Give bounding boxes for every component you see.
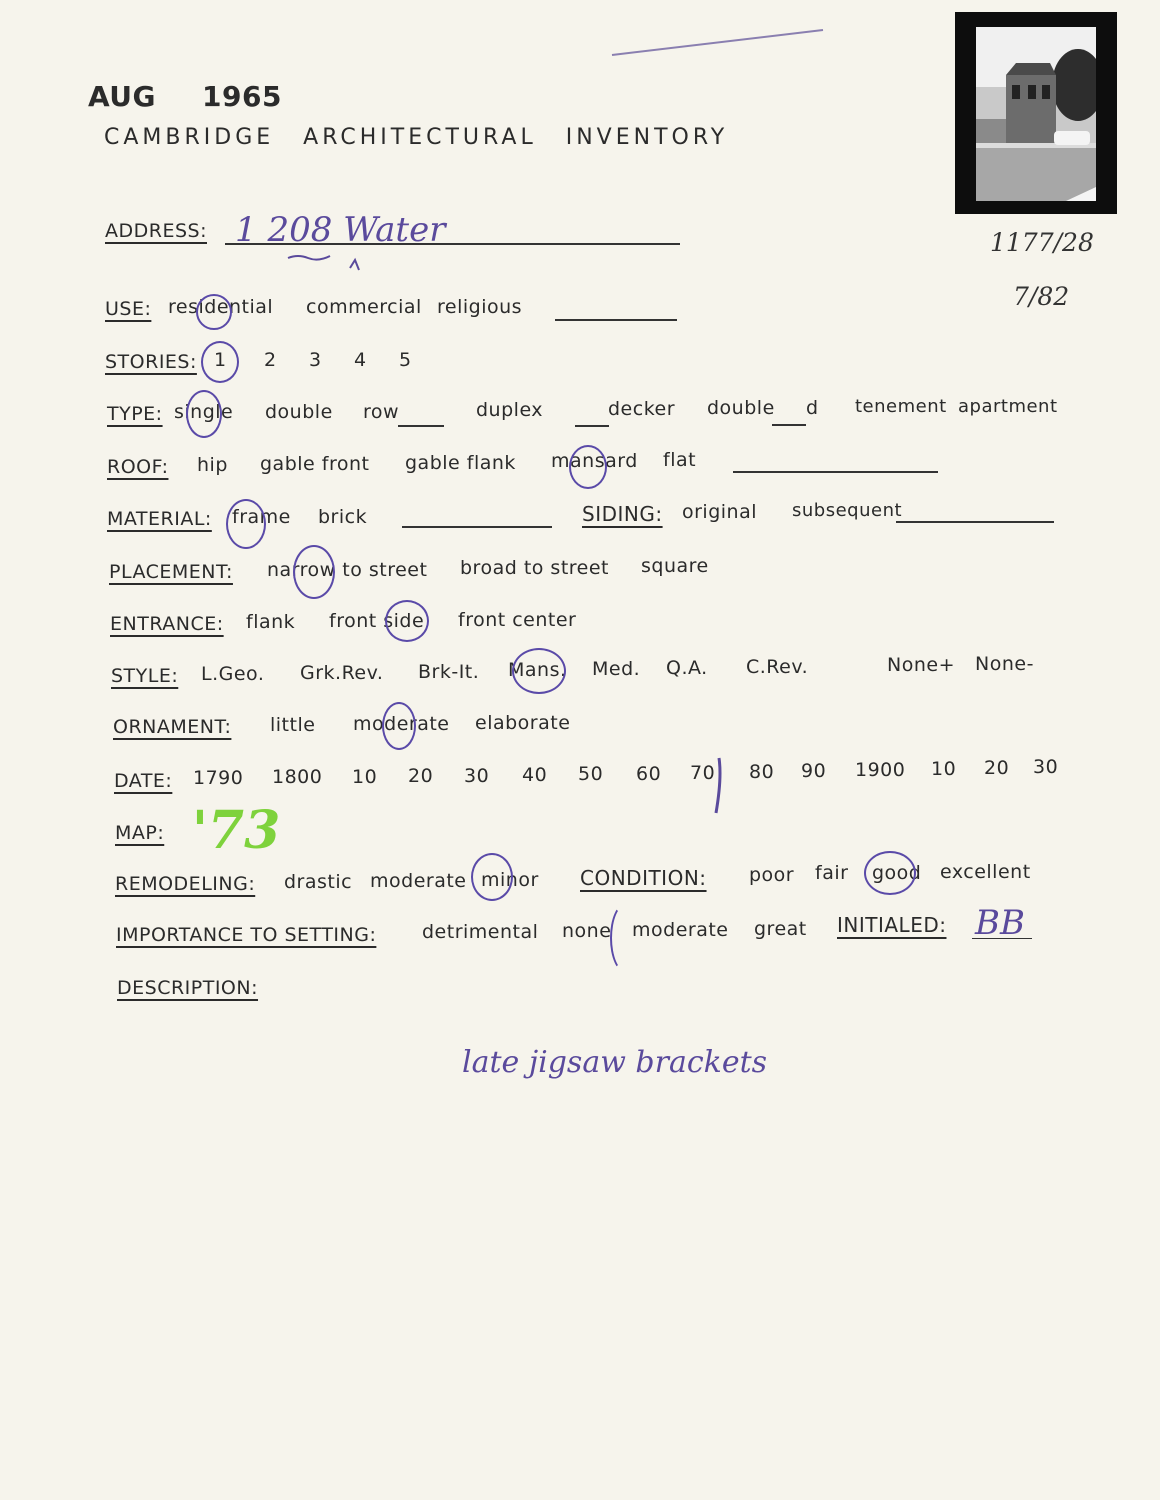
date-option: 40 [522, 764, 548, 786]
type-option: row [363, 401, 400, 423]
stories-selection-circle [201, 341, 239, 383]
description-label: DESCRIPTION: [117, 977, 259, 999]
roof-option: mansard [551, 450, 638, 472]
use-selection-circle [196, 294, 232, 330]
roof-option: gable flank [405, 452, 516, 474]
entrance-label: ENTRANCE: [110, 613, 224, 635]
form-title: CAMBRIDGE ARCHITECTURAL INVENTORY [104, 125, 729, 150]
remodeling-selection-circle [471, 853, 513, 901]
date-option: 10 [352, 766, 378, 788]
type-label: TYPE: [107, 403, 163, 425]
map-label: MAP: [115, 822, 165, 844]
header-year: 1965 [202, 80, 282, 113]
style-option: C.Rev. [746, 656, 809, 678]
siding-option: original [682, 501, 758, 523]
type-option: decker [608, 398, 676, 420]
type-option: duplex [476, 399, 544, 421]
placement-selection-circle [293, 545, 335, 599]
condition-option: excellent [940, 861, 1031, 883]
stories-label: STORIES: [105, 351, 197, 373]
ref-date: 7/82 [1013, 282, 1070, 311]
type-option: apartment [958, 396, 1058, 417]
type-option: double [707, 397, 775, 419]
type-selection-circle [186, 390, 222, 438]
remodeling-option: moderate [370, 870, 467, 892]
date-option: 20 [984, 757, 1010, 779]
importance-label: IMPORTANCE TO SETTING: [116, 924, 377, 946]
date-option: 60 [636, 763, 662, 785]
style-option: Grk.Rev. [300, 662, 384, 684]
stories-option: 2 [264, 349, 277, 371]
stories-option: 1 [214, 349, 227, 371]
stories-option: 3 [309, 349, 322, 371]
date-option: 1790 [193, 767, 244, 789]
style-option: Med. [592, 658, 641, 680]
map-value: '73 [192, 800, 281, 861]
roof-selection-circle [569, 445, 607, 489]
date-option: 1800 [272, 766, 323, 788]
remodeling-option: minor [481, 869, 539, 891]
type-double-blank [772, 424, 806, 426]
use-blank [555, 319, 677, 321]
initialed-label: INITIALED: [837, 913, 947, 937]
condition-label: CONDITION: [580, 866, 707, 890]
description-value: late jigsaw brackets [462, 1045, 768, 1080]
ornament-label: ORNAMENT: [113, 716, 232, 738]
style-option: None- [975, 653, 1034, 675]
date-option: 80 [749, 761, 775, 783]
style-option: Mans. [508, 659, 567, 681]
date-option: 30 [464, 765, 490, 787]
material-blank [402, 526, 552, 528]
placement-option: narrow to street [267, 559, 428, 581]
material-label: MATERIAL: [107, 508, 212, 530]
material-selection-circle [226, 499, 266, 549]
style-option: L.Geo. [201, 663, 265, 685]
date-option: 20 [408, 765, 434, 787]
material-option: frame [232, 506, 291, 528]
roof-label: ROOF: [107, 456, 169, 478]
building-photo-image [976, 27, 1096, 201]
siding-option: subsequent [792, 500, 903, 521]
entrance-option: front center [458, 609, 577, 631]
date-option: 50 [578, 763, 604, 785]
condition-option: good [872, 862, 922, 884]
date-option: 30 [1033, 756, 1059, 778]
entrance-option: flank [246, 611, 296, 633]
roof-option: hip [197, 454, 228, 476]
date-option: 70 [690, 762, 716, 784]
ornament-selection-circle [382, 702, 416, 750]
condition-selection-circle [864, 851, 916, 895]
date-label: DATE: [114, 770, 173, 792]
importance-option: none [562, 920, 612, 942]
type-option: double [265, 401, 333, 423]
stories-option: 4 [354, 349, 367, 371]
remodeling-label: REMODELING: [115, 873, 256, 895]
style-option: Q.A. [666, 657, 708, 679]
ref-number: 1177/28 [990, 228, 1094, 257]
use-option: residential [168, 296, 274, 318]
roof-option: gable front [260, 453, 370, 475]
date-option: 1900 [855, 759, 906, 781]
ornament-option: little [270, 714, 316, 736]
date-option: 10 [931, 758, 957, 780]
roof-option: flat [663, 449, 697, 471]
condition-option: fair [815, 862, 849, 884]
type-decker-blank [575, 425, 609, 427]
placement-option: broad to street [460, 557, 610, 579]
importance-option: detrimental [422, 921, 539, 943]
entrance-selection-circle [385, 600, 429, 642]
address-label: ADDRESS: [105, 220, 207, 242]
type-option: d [806, 397, 819, 419]
type-option: tenement [855, 396, 947, 417]
use-option: religious [437, 296, 523, 318]
style-selection-circle [512, 648, 566, 694]
building-photo [955, 12, 1117, 214]
style-option: None+ [887, 654, 955, 676]
address-underline [225, 243, 680, 245]
date-option: 90 [801, 760, 827, 782]
roof-blank [733, 471, 938, 473]
type-option: single [174, 401, 234, 423]
header-month: AUG [88, 80, 157, 113]
address-value: 1 208 Water [235, 210, 446, 250]
placement-option: square [641, 555, 709, 577]
initialed-value: BB [975, 903, 1025, 943]
importance-option: moderate [632, 919, 729, 941]
use-option: commercial [306, 296, 422, 318]
placement-label: PLACEMENT: [109, 561, 233, 583]
condition-option: poor [749, 864, 795, 886]
type-row-blank [398, 425, 444, 427]
remodeling-option: drastic [284, 871, 353, 893]
importance-option: great [754, 918, 807, 940]
entrance-option: front side [329, 610, 425, 632]
ornament-option: elaborate [475, 712, 571, 734]
importance-selection-circle [610, 903, 642, 973]
initialed-underline [972, 938, 1032, 939]
style-option: Brk-It. [418, 661, 480, 683]
style-label: STYLE: [111, 665, 179, 687]
siding-label: SIDING: [582, 502, 663, 526]
material-option: brick [318, 506, 368, 528]
stories-option: 5 [399, 349, 412, 371]
siding-blank [896, 521, 1054, 523]
ornament-option: moderate [353, 713, 450, 735]
use-label: USE: [105, 298, 152, 320]
